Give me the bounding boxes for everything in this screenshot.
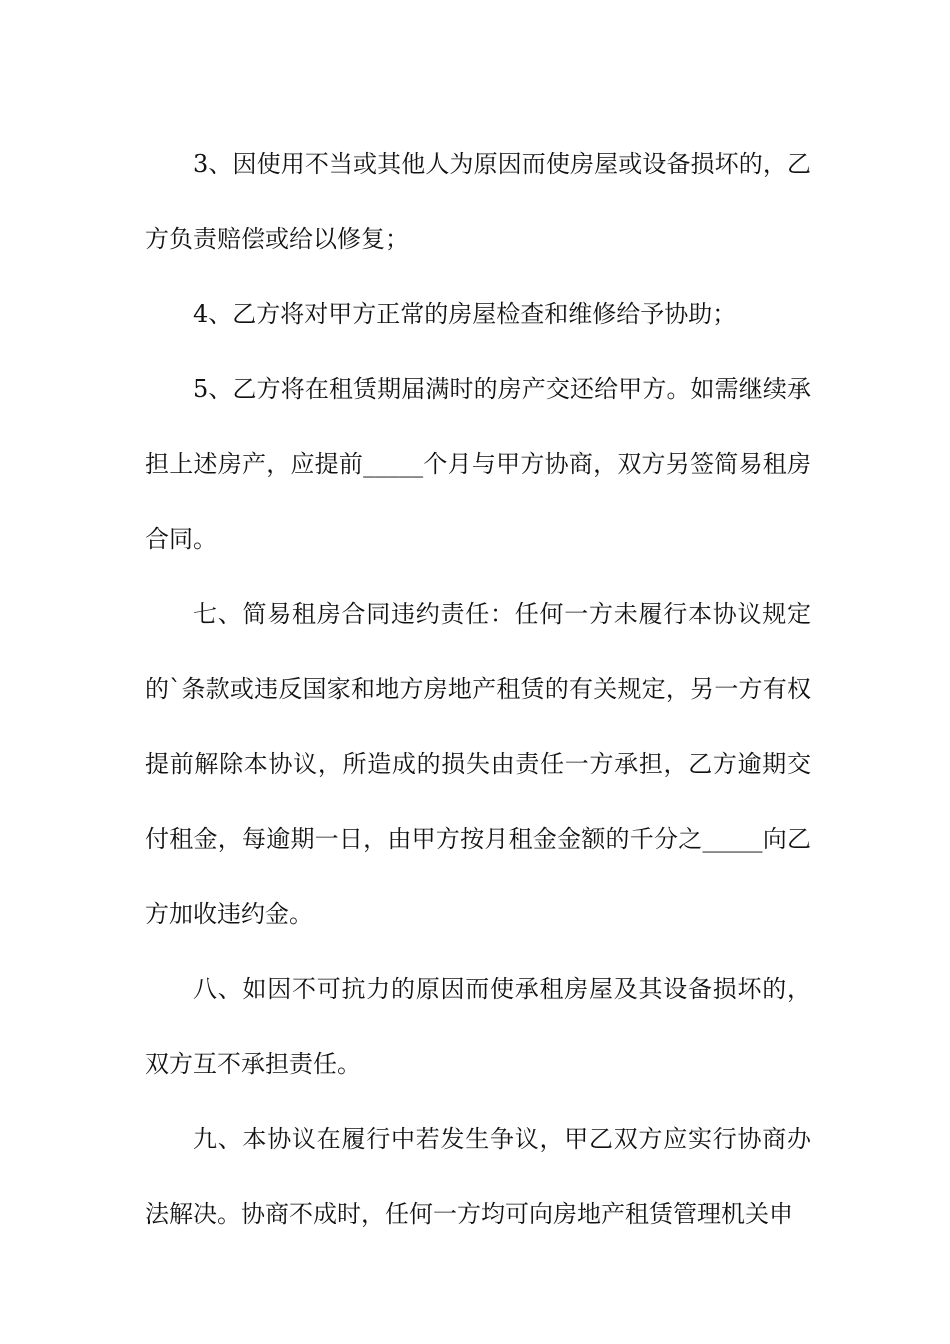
document-body [145, 127, 811, 1252]
paragraph-breach-liability: 七、简易租房合同违约责任：任何一方未履行本协议规定的`条款或违反国家和地方房地产租赁的有关规定，另一方有权提前解除本协议，所造成的损失由责任一方承担，乙方逾期交付租金，每逾期一日，由甲方按月租金金额的千分之_____向乙方加收违约金。 [145, 600, 811, 928]
paragraph-return-property: 5、乙方将在租赁期届满时的房产交还给甲方。如需继续承担上述房产，应提前_____个月与甲方协商，双方另签简易租房合同。 [145, 375, 811, 553]
paragraph-force-majeure: 八、如因不可抗力的原因而使承租房屋及其设备损坏的，双方互不承担责任。 [145, 975, 811, 1078]
paragraph-inspection-assist: 4、乙方将对甲方正常的房屋检查和维修给予协助； [193, 300, 737, 328]
paragraph-repair-liability: 3、因使用不当或其他人为原因而使房屋或设备损坏的，乙方负责赔偿或给以修复； [145, 150, 811, 253]
paragraph-dispute-resolution: 九、本协议在履行中若发生争议，甲乙双方应实行协商办法解决。协商不成时，任何一方均可向房地产租赁管理机关申 [145, 1125, 811, 1228]
